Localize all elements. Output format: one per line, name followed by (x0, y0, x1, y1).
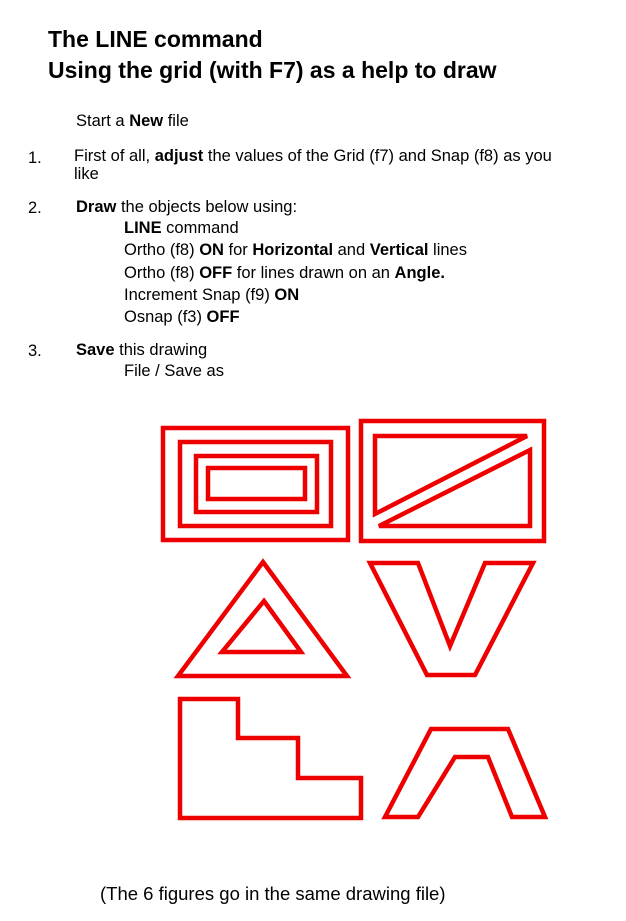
step-1-number: 1. (28, 149, 42, 167)
figure-nested-rect-outer (163, 428, 348, 540)
figure-step-shape (180, 699, 361, 818)
document-subtitle: Using the grid (with F7) as a help to draw (48, 57, 497, 83)
intro-text-post: file (163, 112, 189, 130)
step-3-heading-bold: Save (76, 341, 115, 359)
figure-split-triangle-top (375, 436, 527, 514)
sub-bold: ON (199, 241, 224, 259)
sub-text: Increment Snap (f9) (124, 286, 275, 304)
sub-bold: LINE (124, 219, 162, 237)
sub-text: for lines drawn on an (232, 264, 395, 282)
sub-bold: ON (274, 286, 300, 304)
step-3-heading-rest: this drawing (114, 341, 208, 359)
step-1-text-post: the values of the Grid (f7) and Snap (f8) as you (203, 147, 552, 165)
sub-bold: OFF (199, 264, 233, 282)
figure-arch-shape (385, 729, 545, 817)
step-3-sub-line: File / Save as (124, 362, 224, 380)
figure-triangle-inner (222, 601, 301, 652)
step-2-heading-bold: Draw (76, 198, 117, 216)
step-1-line-2: like (74, 165, 99, 183)
sub-bold: Horizontal (252, 241, 334, 259)
step-2-heading-rest: the objects below using: (116, 198, 298, 216)
sub-bold: Vertical (369, 241, 429, 259)
figures-group (163, 421, 545, 818)
sub-text: for (223, 241, 253, 259)
figure-triangle-outer (178, 562, 347, 676)
intro-text-pre: Start a (76, 112, 130, 130)
step-1-text-bold: adjust (154, 147, 204, 165)
figure-nested-rect-inner (208, 468, 305, 499)
step-1-text-pre: First of all, (74, 147, 155, 165)
figure-split-triangle-bottom (379, 450, 530, 526)
intro-text-bold: New (129, 112, 164, 130)
sub-text: Ortho (f8) (124, 264, 200, 282)
sub-text: and (333, 241, 370, 259)
sub-text: lines (428, 241, 467, 259)
figure-nested-rect-3 (196, 456, 317, 512)
step-2-number: 2. (28, 199, 42, 217)
step-3-number: 3. (28, 342, 42, 360)
sub-bold: OFF (206, 308, 240, 326)
sub-text: Osnap (f3) (124, 308, 207, 326)
sub-bold: Angle. (394, 264, 445, 282)
sub-text: command (161, 219, 239, 237)
document-title: The LINE command (48, 26, 263, 52)
figure-v-shape (370, 563, 533, 675)
figures-caption: (The 6 figures go in the same drawing file) (100, 882, 446, 904)
sub-text: Ortho (f8) (124, 241, 200, 259)
